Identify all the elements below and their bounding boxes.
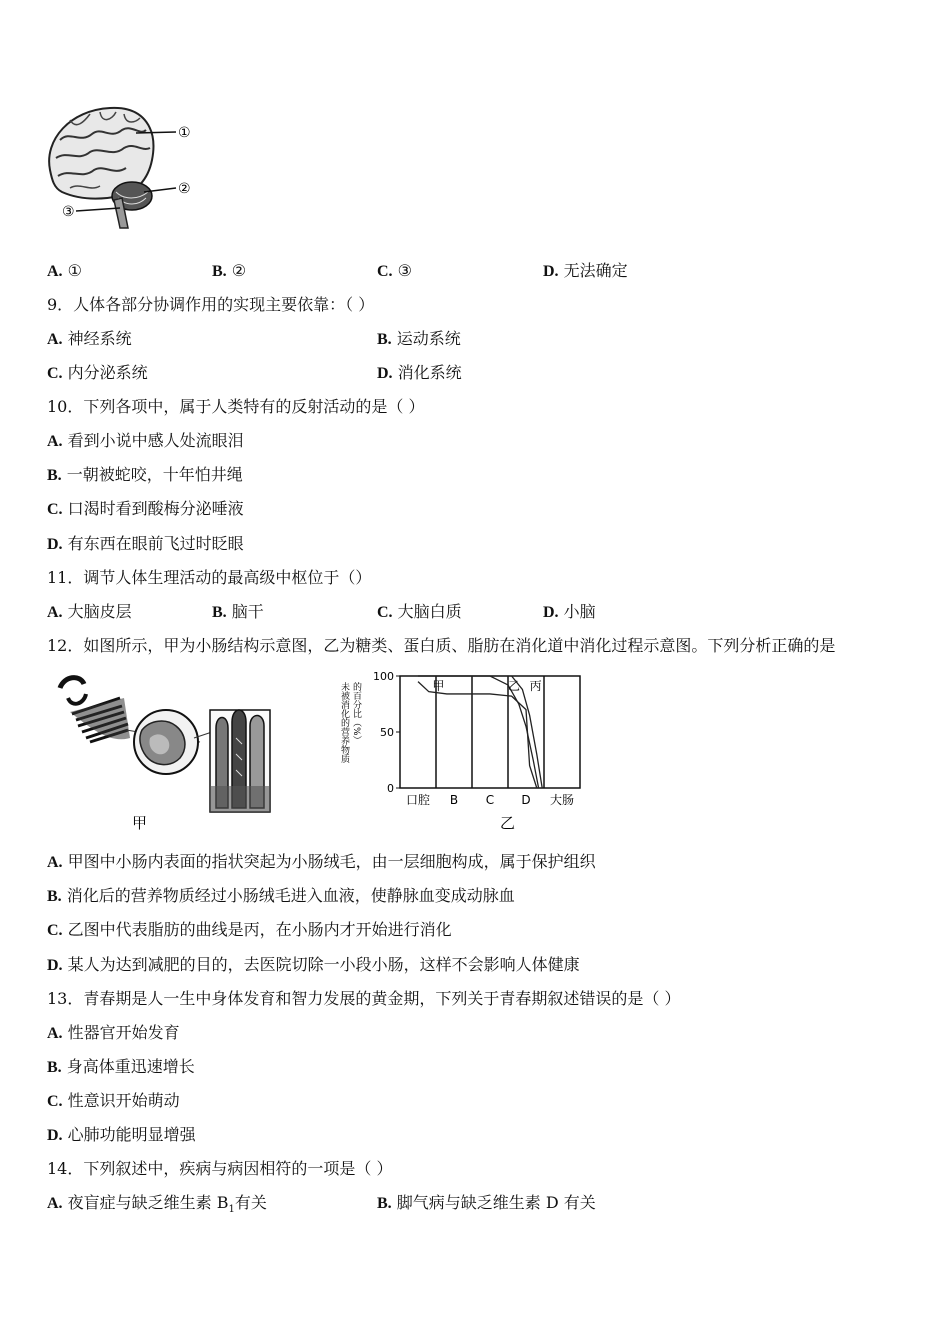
- q12-option-c[interactable]: C. 乙图中代表脂肪的曲线是丙，在小肠内才开始进行消化: [47, 920, 452, 939]
- chart-yticks: [373, 670, 400, 795]
- intestine-illustration: [60, 678, 270, 812]
- chart-xtick-label: C: [485, 793, 495, 807]
- q8-option-b[interactable]: B. ②: [212, 261, 247, 280]
- chart-xtick-label: D: [521, 793, 531, 807]
- q10-option-a[interactable]: A. 看到小说中感人处流眼泪: [47, 431, 244, 450]
- brain-label-2: ②: [178, 181, 191, 197]
- chart-xticks: [406, 792, 574, 807]
- brain-label-3: ③: [62, 204, 75, 220]
- q9-stem: 9．人体各部分协调作用的实现主要依靠：（ ）: [47, 295, 375, 314]
- q14-option-a[interactable]: A. 夜盲症与缺乏维生素 $B_1$有关: [47, 1193, 267, 1216]
- q11-option-d[interactable]: D. 小脑: [543, 602, 596, 621]
- q14-option-b[interactable]: B. 脚气病与缺乏维生素 D 有关: [377, 1193, 596, 1212]
- chart-ytick-label: 100: [373, 670, 394, 683]
- q9-option-d[interactable]: D. 消化系统: [377, 363, 462, 382]
- chart-ylabel-line: 未被消化的营养物质: [339, 682, 349, 763]
- brain-figure: [40, 100, 210, 232]
- figure-yi-caption: 乙: [500, 814, 516, 832]
- q9-option-c[interactable]: C. 内分泌系统: [47, 363, 148, 382]
- q14-stem: 14．下列叙述中，疾病与病因相符的一项是（ ）: [47, 1159, 393, 1178]
- q12-option-a[interactable]: A. 甲图中小肠内表面的指状突起为小肠绒毛，由一层细胞构成，属于保护组织: [47, 852, 596, 871]
- q8-option-c[interactable]: C. ③: [377, 261, 412, 280]
- chart-ytick-label: 50: [380, 726, 394, 739]
- chart-series-label: 乙: [508, 679, 521, 693]
- chart-xtick-label: 大肠: [549, 793, 575, 807]
- q10-option-d[interactable]: D. 有东西在眼前飞过时眨眼: [47, 534, 244, 553]
- q13-stem: 13．青春期是人一生中身体发育和智力发展的黄金期，下列关于青春期叙述错误的是（ ）: [47, 989, 681, 1008]
- q12-stem: 12．如图所示，甲为小肠结构示意图，乙为糖类、蛋白质、脂肪在消化道中消化过程示意图。下列分析正确的是: [47, 636, 836, 655]
- q10-option-b[interactable]: B. 一朝被蛇咬，十年怕井绳: [47, 465, 243, 484]
- q8-option-a[interactable]: A. ①: [47, 261, 82, 280]
- figure-jia-intestine: [50, 668, 280, 836]
- chart-ylabel-line: 的百分比（%）: [351, 682, 361, 745]
- q11-option-c[interactable]: C. 大脑白质: [377, 602, 462, 621]
- q12-option-d[interactable]: D. 某人为达到减肥的目的，去医院切除一小段小肠，这样不会影响人体健康: [47, 955, 580, 974]
- chart-plot-frame: [400, 676, 580, 788]
- chart-xtick-label: B: [449, 793, 459, 807]
- chart-series-label: 甲: [432, 679, 445, 693]
- q10-option-c[interactable]: C. 口渴时看到酸梅分泌唾液: [47, 499, 244, 518]
- q10-stem: 10．下列各项中，属于人类特有的反射活动的是（ ）: [47, 397, 425, 416]
- q11-option-b[interactable]: B. 脑干: [212, 602, 264, 621]
- chart-series-label: 丙: [529, 679, 542, 693]
- q13-option-c[interactable]: C. 性意识开始萌动: [47, 1091, 180, 1110]
- figure-jia-caption: 甲: [132, 814, 148, 832]
- q13-option-d[interactable]: D. 心肺功能明显增强: [47, 1125, 196, 1144]
- chart-ylabel: [339, 681, 362, 764]
- brain-label-1: ①: [178, 125, 191, 141]
- q12-option-b[interactable]: B. 消化后的营养物质经过小肠绒毛进入血液，使静脉血变成动脉血: [47, 886, 515, 905]
- q9-option-a[interactable]: A. 神经系统: [47, 329, 132, 348]
- q11-option-a[interactable]: A. 大脑皮层: [47, 602, 132, 621]
- q13-option-a[interactable]: A. 性器官开始发育: [47, 1023, 180, 1042]
- q11-stem: 11．调节人体生理活动的最高级中枢位于（）: [47, 568, 372, 587]
- chart-xtick-label: 口腔: [405, 793, 431, 807]
- q8-option-d[interactable]: D. 无法确定: [543, 261, 628, 280]
- q13-option-b[interactable]: B. 身高体重迅速增长: [47, 1057, 195, 1076]
- q9-option-b[interactable]: B. 运动系统: [377, 329, 461, 348]
- figure-yi-chart: [330, 668, 600, 836]
- chart-ytick-label: 0: [387, 782, 394, 795]
